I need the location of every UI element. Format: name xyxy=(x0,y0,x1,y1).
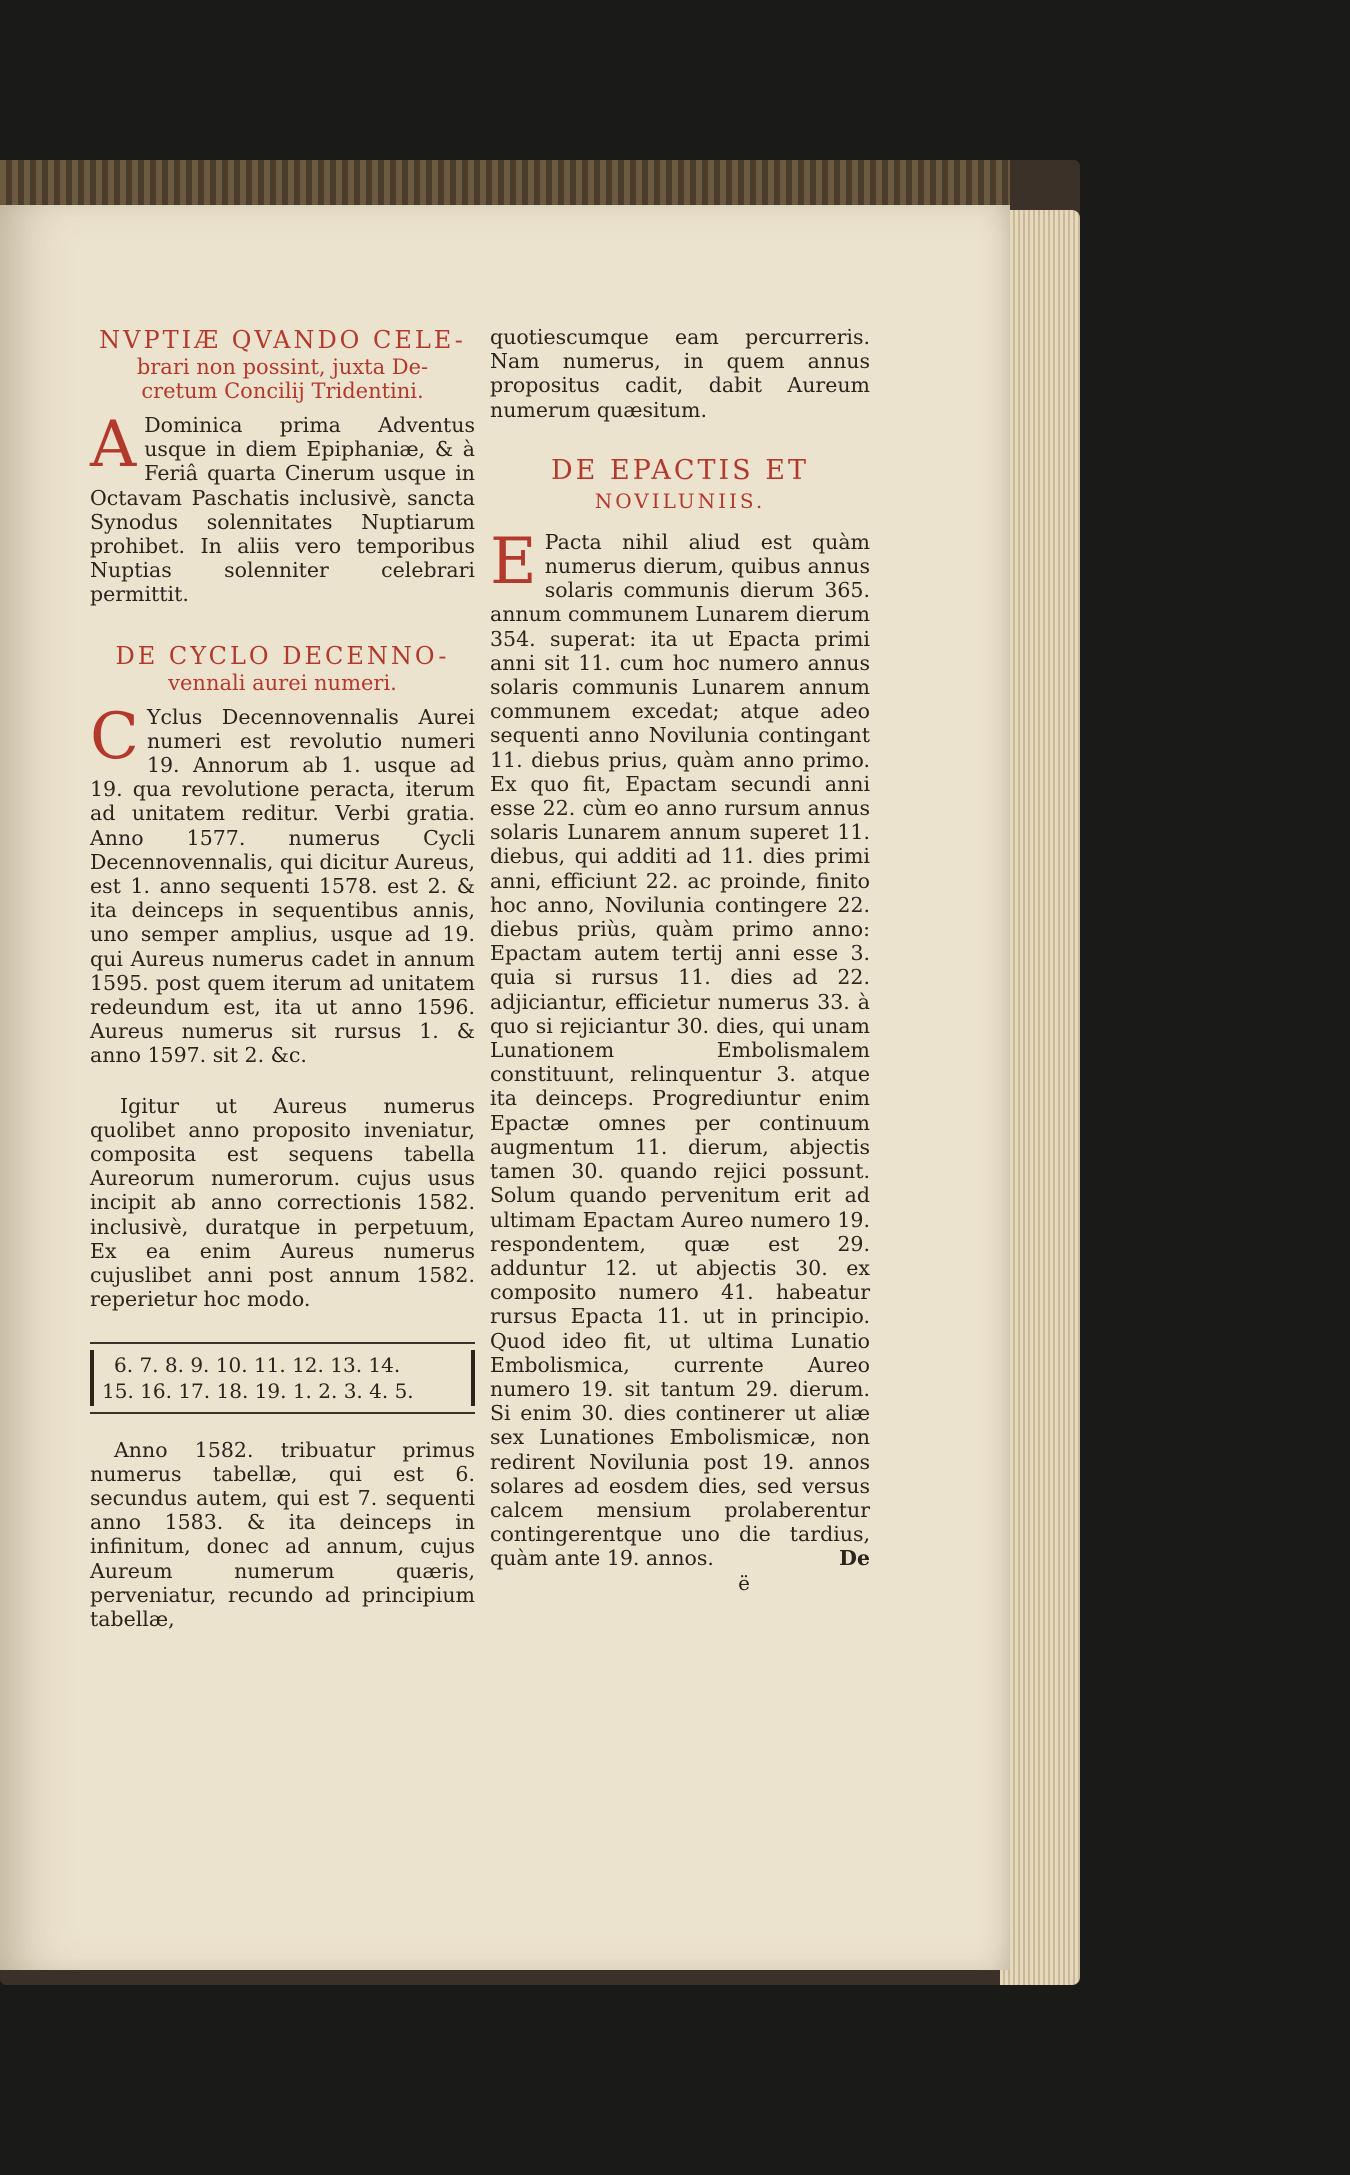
heading-cyclo-sub: vennali aurei numeri. xyxy=(168,670,397,695)
paragraph-anno: Anno 1582. tribuatur primus numerus tabellæ, qui est 6. secundus autem, qui est 7. sequenti anno 1583. & ita deinceps in infinitum, donec ad annum, cujus Aureum numerum quæris, perveniatur, recundo ad principium tabellæ, xyxy=(90,1437,475,1631)
table-row: 6. 7. 8. 9. 10. 11. 12. 13. 14. xyxy=(114,1352,401,1377)
paragraph-cyclo-text: Yclus Decennovennalis Aurei numeri est revolutio numeri 19. Annorum ab 1. usque ad 19. qua revolutione peracta, iterum ad unitatem reditur. Verbi gratia. Anno 1577. numerus Cycli Decennovennalis, qui dicitur Aureus, est 1. anno sequenti 1578. est 2. & ita deinceps in sequentibus annis, uno semper amplius, usque ad 19. qui Aureus numerus cadet in annum 1595. post quem iterum ad unitatem redeundum est, ita ut anno 1596. Aureus numerus sit rursus 1. & anno 1597. sit 2. &c. xyxy=(90,704,475,1068)
heading-epactis: DE EPACTIS ET xyxy=(551,454,809,486)
heading-nuptiae-sub1: brari non possint, juxta De- xyxy=(136,355,429,379)
paragraph-nuptiae xyxy=(90,408,475,607)
paragraph-nuptiae-text: Dominica prima Adventus usque in diem Epiphaniæ, & à Feriâ quarta Cinerum usque in Octavam Paschatis inclusivè, sancta Synodus solennitates Nuptiarum prohibet. In aliis vero temporibus Nuptias solenniter celebrari permittit. xyxy=(90,413,475,607)
table-row: 15. 16. 17. 18. 19. 1. 2. 3. 4. 5. xyxy=(102,1378,414,1403)
heading-cyclo: DE CYCLO DECENNO- xyxy=(115,641,450,670)
dropcap-e: E xyxy=(490,524,537,599)
dropcap-a: A xyxy=(90,408,137,482)
heading-nuptiae-sub2: cretum Concilij Tridentini. xyxy=(141,379,424,403)
heading-epactis-sub: NOVILUNIIS. xyxy=(594,488,766,513)
paragraph-epactis xyxy=(490,524,870,1571)
catchword: De xyxy=(839,1546,870,1571)
table-left-bar xyxy=(90,1350,94,1406)
paragraph-igitur: Igitur ut Aureus numerus quolibet anno proposito inveniatur, composita est sequens tabella Aureorum numerorum. cujus usus incipit ab anno correctionis 1582. inclusivè, duratque in perpetuum, Ex ea enim Aureus numerus cujuslibet anni post annum 1582. reperietur hoc modo. xyxy=(90,1093,475,1312)
left-column xyxy=(90,325,475,1631)
paragraph-cyclo xyxy=(90,699,475,1068)
signature-mark: ë xyxy=(738,1570,750,1595)
table-bottom-rule xyxy=(90,1412,475,1414)
aureus-table xyxy=(90,1350,475,1406)
book-page xyxy=(0,205,1010,1970)
page-edges xyxy=(1000,210,1080,1985)
paragraph-epactis-text: Pacta nihil aliud est quàm numerus dierum, quibus annus solaris communis dierum 365. annum communem Lunarem dierum 354. superat: ita ut Epacta primi anni sit 11. cum hoc numero annus solaris communis Lunarem annum communem excedat; atque adeo sequenti anno Novilunia contingant 11. diebus prius, quàm anno primo. Ex quo fit, Epactam secundi anni esse 22. cùm eo anno rursum annus solaris Lunarem annum superet 11. diebus, qui additi ad 11. dies primi anni, efficiunt 22. ac proinde, finito hoc anno, Novilunia contingere 22. diebus priùs, quàm primo anno: Epactam autem tertij anni esse 3. quia si rursus 11. dies ad 22. adjiciantur, efficietur numerus 33. à quo si rejiciantur 30. dies, qui unam Lunationem Embolismalem constituunt, relinquentur 3. atque ita deinceps. Progrediuntur enim Epactæ omnes per continuum augmentum 11. dierum, abjectis tamen 30. quando rejici possunt. Solum quando pervenitum erit ad ultimam Epactam Aureo numero 19. respondentem, quæ est 29. adduntur 12. ut abjectis 30. ex composito numero 41. habeatur rursus Epacta 11. ut in principio. Quod ideo fit, ut ultima Lunatio Embolismica, currente Aureo numero 19. sit tantum 29. dierum. Si enim 30. dies continerer ut aliæ sex Lunationes Embolismicæ, non redirent Novilunia post 19. annos solares ad eosdem dies, sed versus calcem mensium prolaberentur contingerentque uno die tardius, quàm ante 19. annos. xyxy=(490,529,870,1571)
right-column xyxy=(490,325,870,1595)
table-top-rule xyxy=(90,1342,475,1344)
heading-nuptiae: NVPTIÆ QVANDO CELE- xyxy=(99,326,466,354)
table-right-bar xyxy=(471,1350,475,1406)
dropcap-c: C xyxy=(90,699,139,774)
paragraph-continued: quotiescumque eam percurreris. Nam numerus, in quem annus propositus cadit, dabit Aureum numerum quæsitum. xyxy=(490,325,870,422)
spine-top-decoration xyxy=(0,160,1010,210)
